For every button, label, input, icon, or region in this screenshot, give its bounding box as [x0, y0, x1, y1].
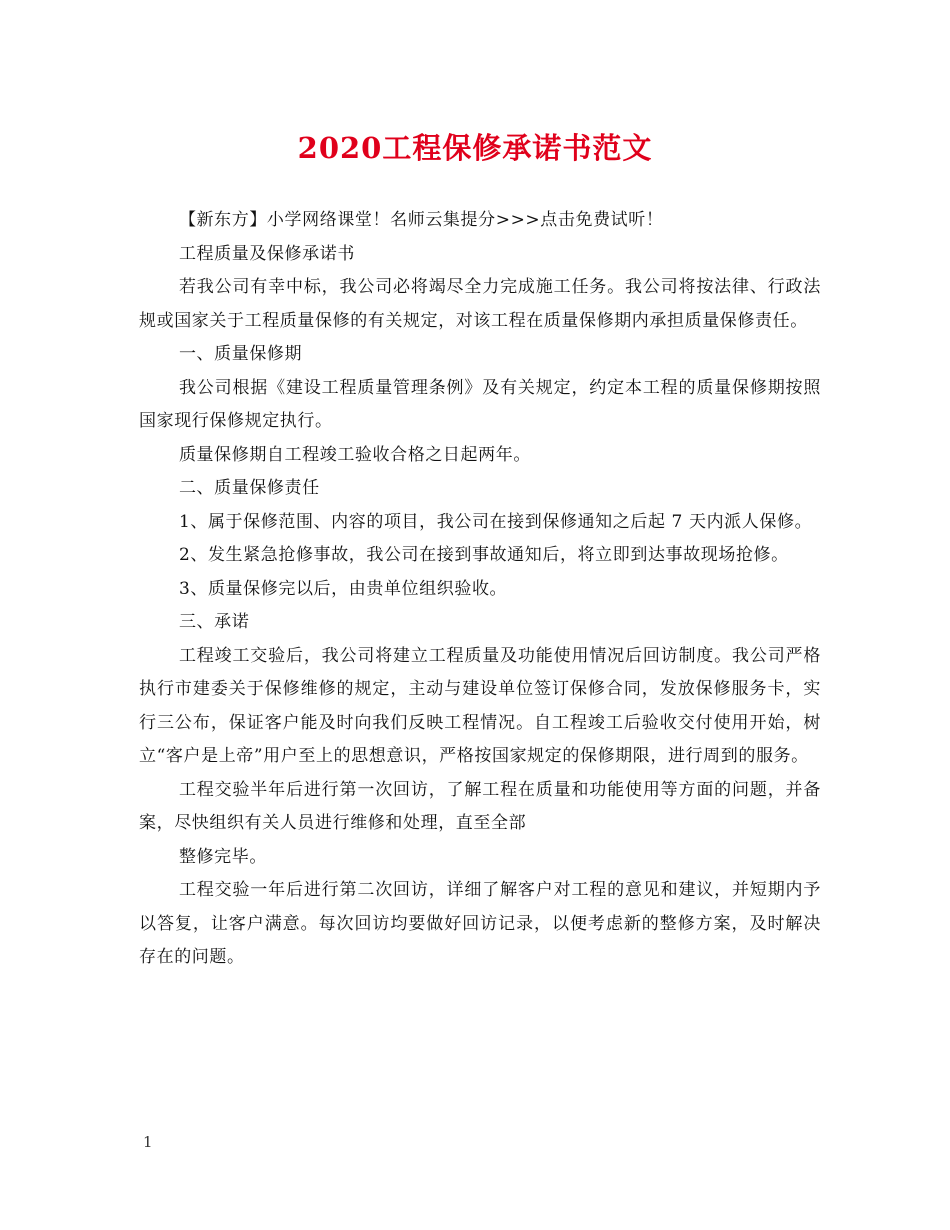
paragraph: 若我公司有幸中标，我公司必将竭尽全力完成施工任务。我公司将按法律、行政法规或国家关于工程质量保修的有关规定，对该工程在质量保修期内承担质量保修责任。	[139, 277, 821, 331]
document-title: 2020工程保修承诺书范文	[297, 131, 653, 165]
paragraph: 整修完毕。	[178, 846, 267, 867]
list-item: 2、发生紧急抢修事故，我公司在接到事故通知后，将立即到达事故现场抢修。	[178, 545, 789, 565]
list-item: 1、属于保修范围、内容的项目，我公司在接到保修通知之后起 7 天内派人保修。	[178, 511, 813, 532]
document-body	[139, 204, 821, 975]
paragraph: 工程交验半年后进行第一次回访，了解工程在质量和功能使用等方面的问题，并备案，尽快组织有关人员进行维修和处理，直至全部	[139, 779, 821, 833]
list-item: 3、质量保修完以后，由贵单位组织验收。	[178, 578, 508, 599]
section-heading: 一、质量保修期	[178, 344, 303, 364]
paragraph: 工程交验一年后进行第二次回访，详细了解客户对工程的意见和建议，并短期内予以答复，让客户满意。每次回访均要做好回访记录，以便考虑新的整修方案，及时解决存在的问题。	[139, 880, 821, 967]
section-heading: 工程质量及保修承诺书	[178, 243, 355, 264]
paragraph: 我公司根据《建设工程质量管理条例》及有关规定，约定本工程的质量保修期按照国家现行保修规定执行。	[139, 377, 821, 431]
promo-line: 【新东方】小学网络课堂！名师云集提分>>>点击免费试听！	[178, 210, 664, 230]
paragraph: 工程竣工交验后，我公司将建立工程质量及功能使用情况后回访制度。我公司严格执行市建委关于保修维修的规定，主动与建设单位签订保修合同，发放保修服务卡，实行三公布，保证客户能及时向我们反映工程情况。自工程竣工后验收交付使用开始，树立“客户是上帝”用户至上的思想意识，严格按国家规定的保修期限，进行周到的服务。	[139, 645, 821, 766]
paragraph: 质量保修期自工程竣工验收合格之日起两年。	[178, 444, 531, 465]
section-heading: 三、承诺	[178, 612, 250, 632]
page-number: 1	[143, 1133, 153, 1151]
section-heading: 二、质量保修责任	[178, 478, 320, 498]
